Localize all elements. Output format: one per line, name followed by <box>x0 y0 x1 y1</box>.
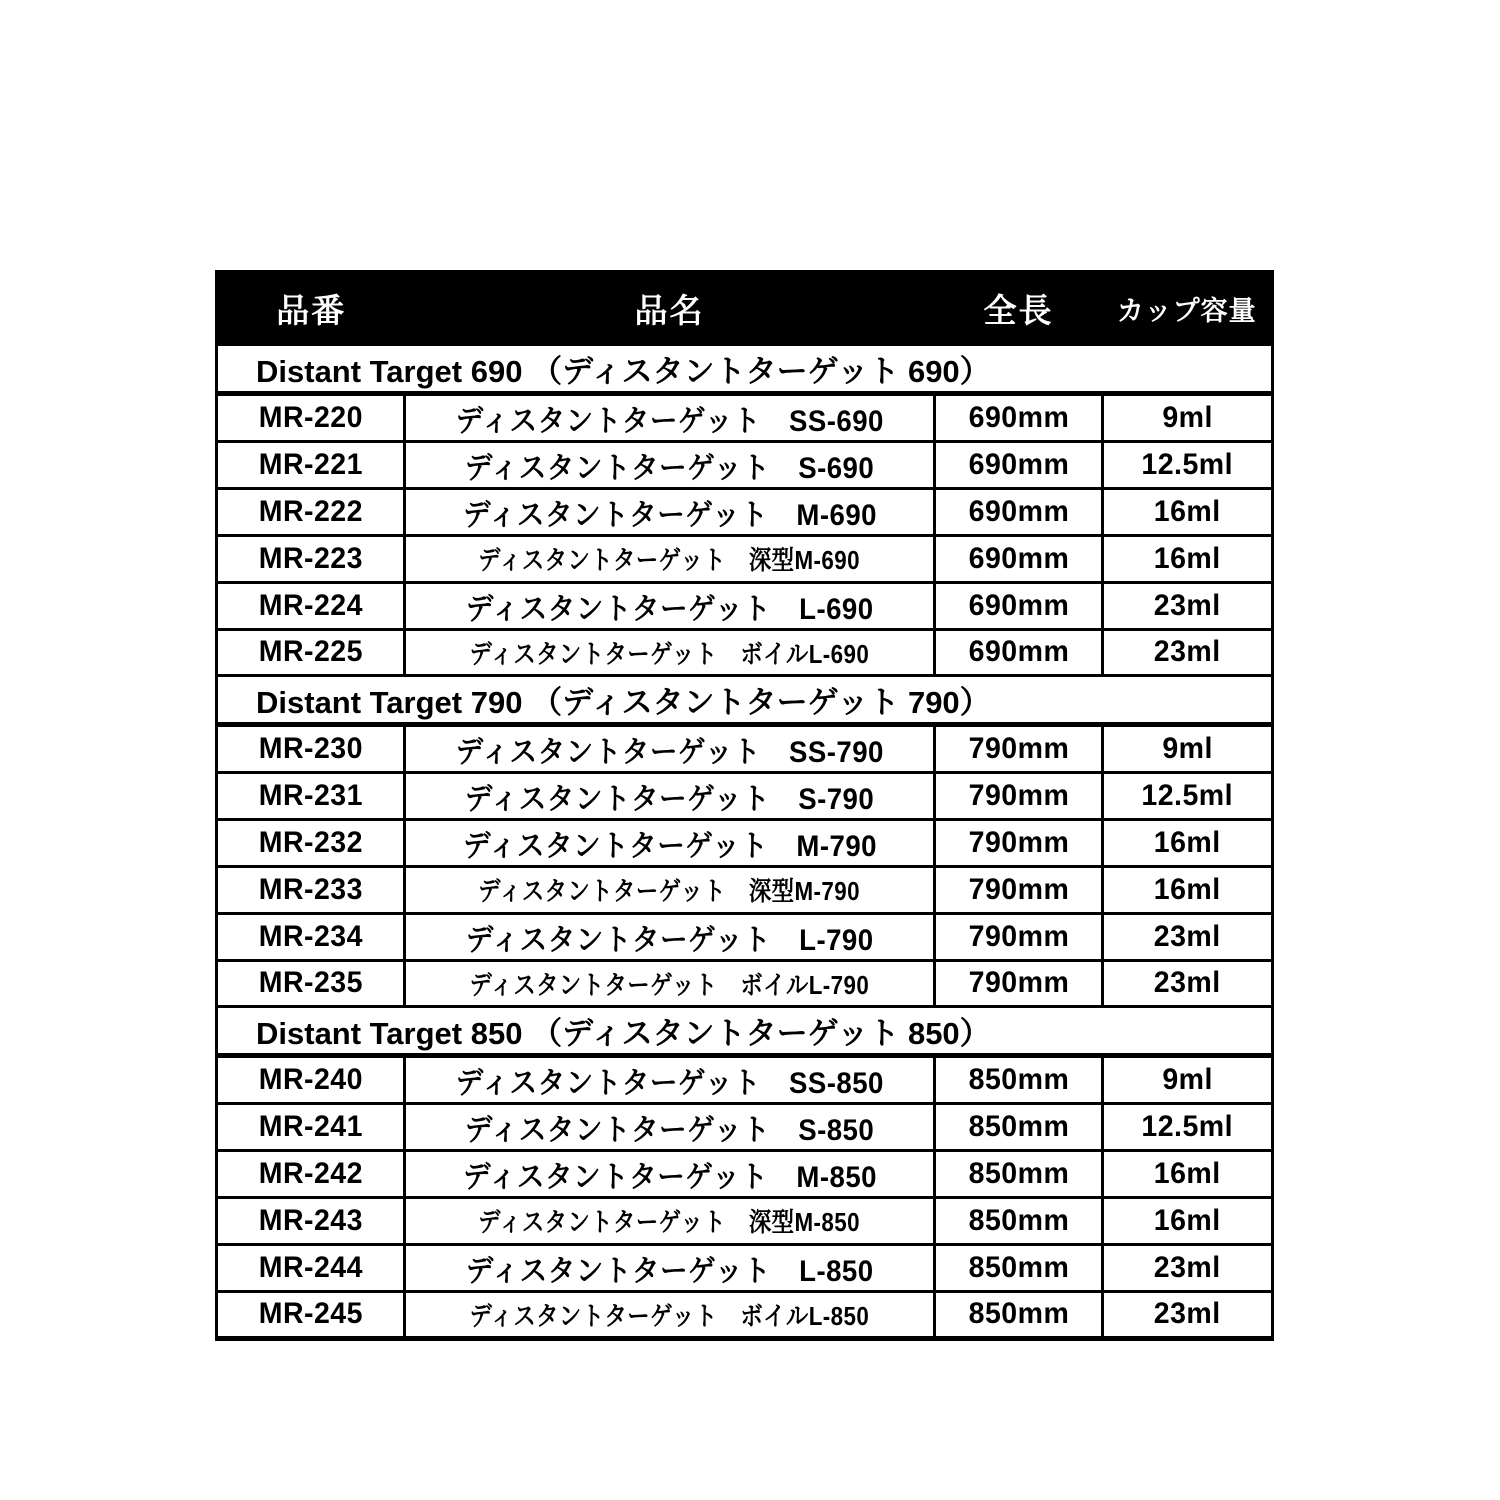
column-header-name: 品名 <box>405 272 935 345</box>
product-code-cell-text: MR-234 <box>258 919 363 953</box>
product-code-cell-text: MR-223 <box>258 541 363 575</box>
table-row <box>217 442 1273 489</box>
table-row <box>217 536 1273 583</box>
product-code-cell-text: MR-221 <box>258 448 363 481</box>
capacity-cell-text: 9ml <box>1162 401 1213 434</box>
capacity-cell <box>1103 867 1273 914</box>
capacity-cell-text: 23ml <box>1154 1297 1221 1331</box>
product-name-cell <box>405 867 935 914</box>
section-header-row <box>217 1007 1273 1056</box>
product-name-cell <box>405 960 935 1007</box>
capacity-cell-text: 16ml <box>1154 1203 1221 1237</box>
product-name-cell-text: ディスタントターゲット L-690 <box>465 592 874 626</box>
capacity-cell <box>1103 773 1273 820</box>
column-header-capacity: カップ容量 <box>1103 272 1273 345</box>
product-code-cell-text: MR-241 <box>258 1110 363 1143</box>
length-cell <box>935 1198 1103 1245</box>
capacity-cell-text: 23ml <box>1154 635 1221 669</box>
length-cell <box>935 820 1103 867</box>
length-cell <box>935 629 1103 676</box>
length-cell-text: 690mm <box>968 635 1069 669</box>
length-cell-text: 850mm <box>968 1203 1069 1237</box>
capacity-cell <box>1103 629 1273 676</box>
table-row <box>217 913 1273 960</box>
length-cell-text: 790mm <box>968 872 1069 906</box>
product-code-cell-text: MR-243 <box>258 1203 363 1237</box>
product-code-cell <box>217 629 405 676</box>
length-cell <box>935 1151 1103 1198</box>
product-code-cell-text: MR-232 <box>258 826 363 859</box>
section-header-row <box>217 345 1273 394</box>
capacity-cell-text: 16ml <box>1154 826 1221 859</box>
product-name-cell <box>405 442 935 489</box>
product-name-cell-text: ディスタントターゲット M-790 <box>462 830 877 863</box>
table-row <box>217 1244 1273 1291</box>
product-code-cell <box>217 725 405 773</box>
product-name-cell <box>405 629 935 676</box>
capacity-cell-text: 12.5ml <box>1141 1110 1234 1143</box>
product-code-cell-text: MR-245 <box>258 1297 363 1331</box>
table-row <box>217 629 1273 676</box>
product-name-cell-text: ディスタントターゲット 深型M-790 <box>478 876 861 907</box>
length-cell-text: 690mm <box>968 401 1069 434</box>
product-code-cell <box>217 1151 405 1198</box>
product-name-cell <box>405 1291 935 1339</box>
product-name-cell-text: ディスタントターゲット M-850 <box>462 1161 877 1194</box>
capacity-cell-text: 16ml <box>1154 872 1221 906</box>
capacity-cell-text: 23ml <box>1154 588 1221 622</box>
product-name-cell <box>405 1198 935 1245</box>
capacity-cell <box>1103 913 1273 960</box>
capacity-cell <box>1103 1151 1273 1198</box>
length-cell <box>935 1291 1103 1339</box>
length-cell-text: 850mm <box>968 1297 1069 1331</box>
product-code-cell <box>217 960 405 1007</box>
product-name-cell <box>405 725 935 773</box>
length-cell-text: 690mm <box>968 588 1069 622</box>
product-name-cell-text: ディスタントターゲット L-790 <box>465 923 874 957</box>
product-code-cell-text: MR-220 <box>258 401 363 434</box>
product-code-cell-text: MR-233 <box>258 872 363 906</box>
length-cell <box>935 1104 1103 1151</box>
table-row <box>217 773 1273 820</box>
product-name-cell-text: ディスタントターゲット M-690 <box>462 499 877 532</box>
length-cell-text: 850mm <box>968 1110 1069 1143</box>
capacity-cell <box>1103 1104 1273 1151</box>
length-cell <box>935 1056 1103 1104</box>
table-row <box>217 489 1273 536</box>
product-code-cell-text: MR-240 <box>258 1063 363 1096</box>
product-name-cell-text: ディスタントターゲット S-850 <box>464 1114 875 1147</box>
product-code-cell <box>217 582 405 629</box>
capacity-cell-text: 23ml <box>1154 966 1221 1000</box>
capacity-cell <box>1103 960 1273 1007</box>
capacity-cell-text: 9ml <box>1162 1063 1213 1096</box>
length-cell-text: 690mm <box>968 448 1069 481</box>
length-cell <box>935 960 1103 1007</box>
column-header-length: 全長 <box>935 272 1103 345</box>
capacity-cell <box>1103 725 1273 773</box>
product-name-cell-text: ディスタントターゲット SS-790 <box>455 736 884 769</box>
product-name-cell <box>405 1244 935 1291</box>
table-row <box>217 394 1273 442</box>
product-code-cell <box>217 867 405 914</box>
length-cell-text: 690mm <box>968 541 1069 575</box>
product-code-cell <box>217 820 405 867</box>
capacity-cell-text: 12.5ml <box>1141 448 1234 481</box>
table-header-row <box>217 272 1273 345</box>
table-row <box>217 960 1273 1007</box>
product-code-cell <box>217 913 405 960</box>
capacity-cell <box>1103 1056 1273 1104</box>
length-cell <box>935 442 1103 489</box>
product-name-cell-text: ディスタントターゲット ボイルL-790 <box>469 969 870 1000</box>
capacity-cell <box>1103 442 1273 489</box>
product-code-cell <box>217 1291 405 1339</box>
length-cell-text: 850mm <box>968 1157 1069 1190</box>
product-code-cell-text: MR-225 <box>258 635 363 669</box>
product-name-cell-text: ディスタントターゲット S-690 <box>464 452 875 485</box>
product-name-cell <box>405 582 935 629</box>
product-name-cell-text: ディスタントターゲット 深型M-690 <box>478 545 861 576</box>
table-row <box>217 820 1273 867</box>
product-name-cell <box>405 394 935 442</box>
product-name-cell <box>405 1104 935 1151</box>
capacity-cell <box>1103 1198 1273 1245</box>
length-cell-text: 790mm <box>968 779 1069 812</box>
table-row <box>217 1104 1273 1151</box>
product-name-cell-text: ディスタントターゲット ボイルL-850 <box>469 1300 870 1331</box>
length-cell-text: 790mm <box>968 732 1069 765</box>
table-row <box>217 1198 1273 1245</box>
product-name-cell <box>405 913 935 960</box>
section-title: Distant Target 690 （ディスタントターゲット 690） <box>217 345 1273 394</box>
length-cell-text: 850mm <box>968 1063 1069 1096</box>
table-row <box>217 1056 1273 1104</box>
length-cell <box>935 489 1103 536</box>
capacity-cell <box>1103 820 1273 867</box>
capacity-cell <box>1103 1291 1273 1339</box>
product-name-cell <box>405 1056 935 1104</box>
capacity-cell-text: 12.5ml <box>1141 779 1234 812</box>
product-spec-table <box>215 270 1274 1341</box>
table-row <box>217 582 1273 629</box>
table-row <box>217 1291 1273 1339</box>
table-row <box>217 1151 1273 1198</box>
product-name-cell <box>405 773 935 820</box>
capacity-cell <box>1103 1244 1273 1291</box>
length-cell <box>935 536 1103 583</box>
capacity-cell-text: 9ml <box>1162 732 1213 765</box>
capacity-cell-text: 23ml <box>1154 919 1221 953</box>
product-name-cell-text: ディスタントターゲット ボイルL-690 <box>469 638 870 669</box>
product-name-cell-text: ディスタントターゲット SS-850 <box>455 1067 884 1100</box>
product-code-cell <box>217 1198 405 1245</box>
length-cell <box>935 913 1103 960</box>
product-code-cell <box>217 394 405 442</box>
section-header-row <box>217 676 1273 725</box>
product-name-cell-text: ディスタントターゲット 深型M-850 <box>478 1207 861 1238</box>
product-name-cell <box>405 1151 935 1198</box>
section-title: Distant Target 850 （ディスタントターゲット 850） <box>217 1007 1273 1056</box>
product-code-cell <box>217 536 405 583</box>
capacity-cell-text: 16ml <box>1154 1157 1221 1190</box>
length-cell-text: 850mm <box>968 1250 1069 1284</box>
length-cell-text: 790mm <box>968 966 1069 1000</box>
product-code-cell <box>217 1244 405 1291</box>
product-code-cell-text: MR-244 <box>258 1250 363 1284</box>
product-name-cell-text: ディスタントターゲット S-790 <box>464 783 875 816</box>
product-name-cell <box>405 820 935 867</box>
length-cell-text: 790mm <box>968 826 1069 859</box>
product-code-cell <box>217 773 405 820</box>
length-cell <box>935 394 1103 442</box>
capacity-cell-text: 16ml <box>1154 495 1221 528</box>
length-cell <box>935 867 1103 914</box>
product-name-cell-text: ディスタントターゲット SS-690 <box>455 405 884 438</box>
product-code-cell-text: MR-235 <box>258 966 363 1000</box>
capacity-cell-text: 16ml <box>1154 541 1221 575</box>
product-name-cell <box>405 536 935 583</box>
product-name-cell <box>405 489 935 536</box>
table-row <box>217 725 1273 773</box>
table-body <box>217 345 1273 1339</box>
capacity-cell <box>1103 582 1273 629</box>
length-cell-text: 690mm <box>968 495 1069 528</box>
product-code-cell <box>217 442 405 489</box>
capacity-cell <box>1103 536 1273 583</box>
product-code-cell-text: MR-224 <box>258 588 363 622</box>
product-code-cell-text: MR-222 <box>258 495 363 528</box>
table-row <box>217 867 1273 914</box>
product-code-cell-text: MR-242 <box>258 1157 363 1190</box>
length-cell <box>935 1244 1103 1291</box>
capacity-cell <box>1103 489 1273 536</box>
product-spec-table-wrap <box>215 270 1271 1341</box>
length-cell <box>935 773 1103 820</box>
product-code-cell <box>217 1104 405 1151</box>
column-header-code: 品番 <box>217 272 405 345</box>
length-cell-text: 790mm <box>968 919 1069 953</box>
product-code-cell-text: MR-231 <box>258 779 363 812</box>
product-name-cell-text: ディスタントターゲット L-850 <box>465 1254 874 1288</box>
product-code-cell <box>217 489 405 536</box>
section-title: Distant Target 790 （ディスタントターゲット 790） <box>217 676 1273 725</box>
product-code-cell <box>217 1056 405 1104</box>
length-cell <box>935 725 1103 773</box>
capacity-cell-text: 23ml <box>1154 1250 1221 1284</box>
product-code-cell-text: MR-230 <box>258 732 363 765</box>
table-header <box>217 272 1273 345</box>
capacity-cell <box>1103 394 1273 442</box>
length-cell <box>935 582 1103 629</box>
